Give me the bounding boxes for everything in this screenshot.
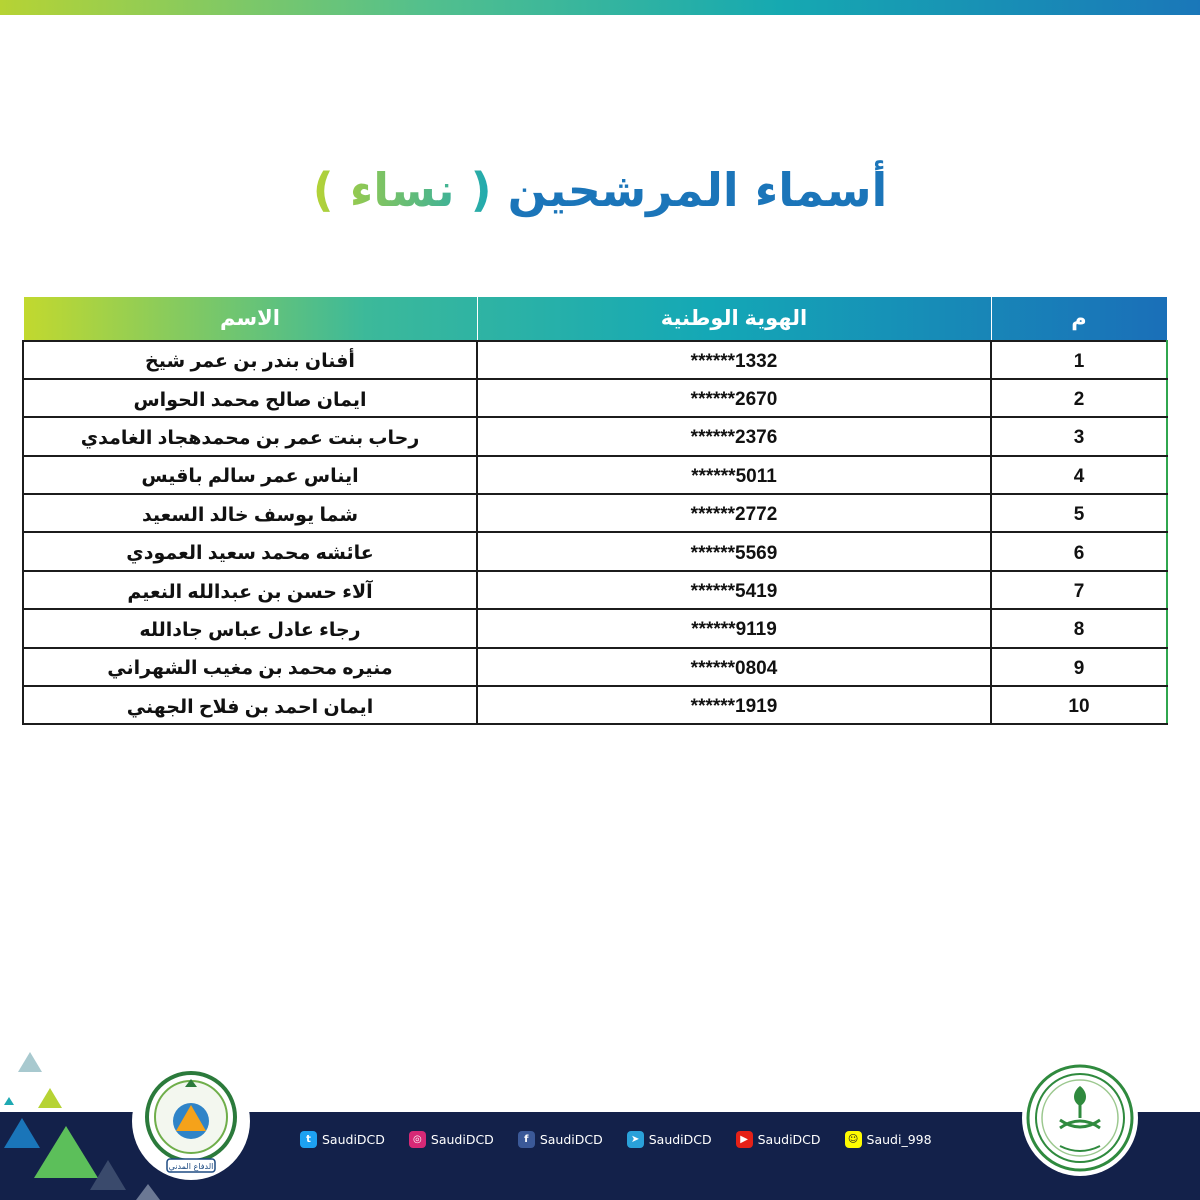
table-row (23, 648, 1167, 686)
row-number: 4 (991, 456, 1167, 494)
table-row (23, 686, 1167, 724)
candidate-name: عائشه محمد سعيد العمودي (23, 532, 477, 570)
social-snapchat[interactable] (845, 1131, 932, 1148)
twitter-icon: t (300, 1131, 317, 1148)
column-header-name: الاسم (23, 297, 477, 341)
ministry-emblem-icon (1024, 1062, 1136, 1174)
social-handle: SaudiDCD (322, 1132, 385, 1147)
page-title (0, 158, 1200, 222)
row-number: 1 (991, 341, 1167, 379)
candidate-name: أفنان بندر بن عمر شيخ (23, 341, 477, 379)
decor-triangle (18, 1052, 42, 1072)
title-main: أسماء المرشحين (507, 163, 888, 217)
national-id: ******9119 (477, 609, 991, 647)
youtube-icon: ▶ (736, 1131, 753, 1148)
national-id: ******2376 (477, 417, 991, 455)
social-links (300, 1131, 932, 1148)
column-header-national-id: الهوية الوطنية (477, 297, 991, 341)
social-handle: SaudiDCD (539, 1132, 603, 1147)
row-number: 9 (991, 648, 1167, 686)
top-gradient-strip (0, 0, 1200, 15)
row-number: 7 (991, 571, 1167, 609)
social-instagram[interactable] (409, 1131, 494, 1148)
table-row (23, 494, 1167, 532)
instagram-icon: ◎ (409, 1131, 426, 1148)
civil-defense-logo-text: الدفاع المدني (168, 1162, 214, 1171)
column-header-number: م (991, 297, 1167, 341)
table-row (23, 609, 1167, 647)
national-id: ******2772 (477, 494, 991, 532)
row-number: 6 (991, 532, 1167, 570)
candidate-name: رحاب بنت عمر بن محمدهجاد الغامدي (23, 417, 477, 455)
row-number: 2 (991, 379, 1167, 417)
social-telegram[interactable] (627, 1131, 712, 1148)
table-row (23, 456, 1167, 494)
table-row (23, 571, 1167, 609)
civil-defense-emblem-icon (135, 1065, 247, 1177)
table-row (23, 341, 1167, 379)
candidate-name: ايمان صالح محمد الحواس (23, 379, 477, 417)
national-id: ******5419 (477, 571, 991, 609)
candidate-name: منيره محمد بن مغيب الشهراني (23, 648, 477, 686)
row-number: 5 (991, 494, 1167, 532)
national-id: ******1332 (477, 341, 991, 379)
table-row (23, 532, 1167, 570)
decor-triangle (136, 1184, 160, 1200)
title-category: ( نساء ) (312, 163, 492, 217)
social-handle: Saudi_998 (866, 1132, 932, 1147)
telegram-icon: ➤ (627, 1131, 644, 1148)
table-header-row (23, 297, 1167, 341)
national-id: ******2670 (477, 379, 991, 417)
social-handle: SaudiDCD (430, 1132, 494, 1147)
social-facebook[interactable] (518, 1131, 603, 1148)
candidate-name: ايناس عمر سالم باقيس (23, 456, 477, 494)
row-number: 8 (991, 609, 1167, 647)
candidate-name: آلاء حسن بن عبدالله النعيم (23, 571, 477, 609)
decor-triangle (4, 1097, 14, 1105)
national-id: ******0804 (477, 648, 991, 686)
social-twitter[interactable] (300, 1131, 385, 1148)
candidates-table (22, 296, 1168, 725)
national-id: ******5569 (477, 532, 991, 570)
national-id: ******1919 (477, 686, 991, 724)
row-number: 3 (991, 417, 1167, 455)
decor-triangle (90, 1160, 126, 1190)
table-row (23, 379, 1167, 417)
social-youtube[interactable] (736, 1131, 821, 1148)
social-handle: SaudiDCD (757, 1132, 821, 1147)
national-id: ******5011 (477, 456, 991, 494)
civil-defense-logo (132, 1062, 250, 1180)
social-handle: SaudiDCD (648, 1132, 712, 1147)
candidate-name: رجاء عادل عباس جادالله (23, 609, 477, 647)
candidate-name: ايمان احمد بن فلاح الجهني (23, 686, 477, 724)
decor-triangle (38, 1088, 62, 1108)
facebook-icon: f (518, 1131, 535, 1148)
snapchat-icon: ☺ (845, 1131, 862, 1148)
row-number: 10 (991, 686, 1167, 724)
ministry-interior-logo (1022, 1060, 1138, 1176)
table-row (23, 417, 1167, 455)
candidate-name: شما يوسف خالد السعيد (23, 494, 477, 532)
decor-triangle (34, 1126, 98, 1178)
